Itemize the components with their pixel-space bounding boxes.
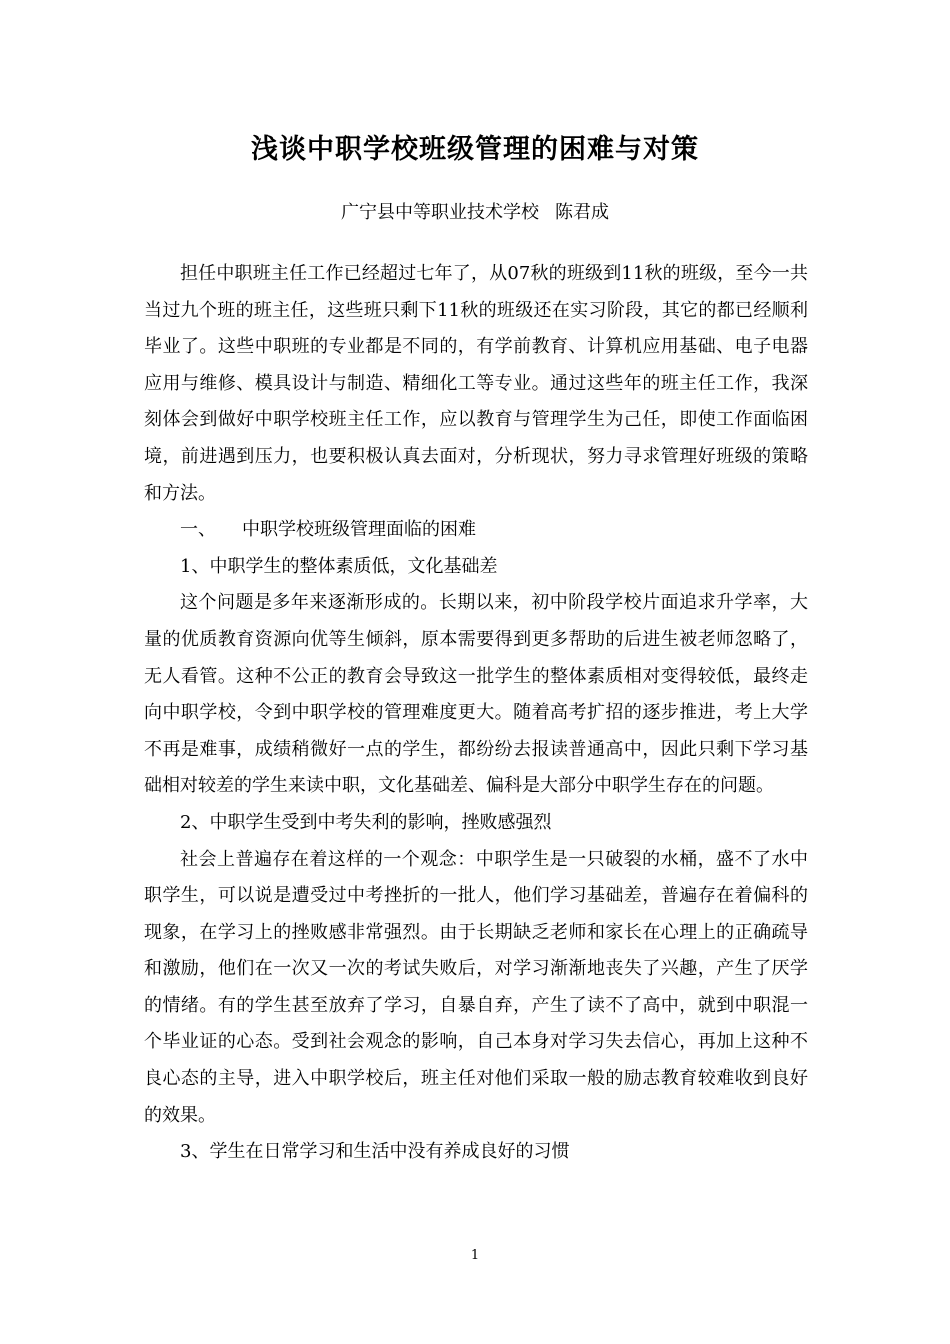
author-line bbox=[0, 198, 950, 228]
subsection-heading-1: 1、中职学生的整体素质低，文化基础差 bbox=[180, 555, 498, 577]
author-school: 广宁县中等职业技术学校 bbox=[341, 202, 539, 223]
subsection-heading-2: 2、中职学生受到中考失利的影响，挫败感强烈 bbox=[180, 811, 552, 833]
subsection-heading-3: 3、学生在日常学习和生活中没有养成良好的习惯 bbox=[180, 1141, 570, 1163]
section-number: 一、 bbox=[180, 519, 216, 541]
document-body bbox=[144, 256, 808, 1171]
subsection-paragraph-2: 社会上普遍存在着这样的一个观念：中职学生是一只破裂的水桶，盛不了水中职学生，可以说是遭受过中考挫折的一批人，他们学习基础差，普遍存在着偏科的现象，在学习上的挫败感非常强烈。由于长期缺乏老师和家长在心理上的正确疏导和激励，他们在一次又一次的考试失败后，对学习渐渐地丧失了兴趣，产生了厌学的情绪。有的学生甚至放弃了学习，自暴自弃，产生了读不了高中，就到中职混一个毕业证的心态。受到社会观念的影响，自己本身对学习失去信心，再加上这种不良心态的主导，进入中职学校后，班主任对他们采取一般的励志教育较难收到良好的效果。 bbox=[144, 848, 808, 1126]
page-number: 1 bbox=[470, 1248, 480, 1263]
section-heading-text: 中职学校班级管理面临的困难 bbox=[242, 519, 476, 541]
intro-paragraph: 担任中职班主任工作已经超过七年了，从07秋的班级到11秋的班级，至今一共当过九个班的班主任，这些班只剩下11秋的班级还在实习阶段，其它的都已经顺利毕业了。这些中职班的专业都是不同的，有学前教育、计算机应用基础、电子电器应用与维修、模具设计与制造、精细化工等专业。通过这些年的班主任工作，我深刻体会到做好中职学校班主任工作，应以教育与管理学生为己任，即使工作面临困境，前进遇到压力，也要积极认真去面对，分析现状，努力寻求管理好班级的策略和方法。 bbox=[144, 263, 808, 504]
author-name: 陈君成 bbox=[555, 202, 609, 223]
subsection-paragraph-1: 这个问题是多年来逐渐形成的。长期以来，初中阶段学校片面追求升学率，大量的优质教育资源向优等生倾斜，原本需要得到更多帮助的后进生被老师忽略了，无人看管。这种不公正的教育会导致这一批学生的整体素质相对变得较低，最终走向中职学校，令到中职学校的管理难度更大。随着高考扩招的逐步推进，考上大学不再是难事，成绩稍微好一点的学生，都纷纷去报读普通高中，因此只剩下学习基础相对较差的学生来读中职，文化基础差、偏科是大部分中职学生存在的问题。 bbox=[144, 592, 808, 797]
document-title: 浅谈中职学校班级管理的困难与对策 bbox=[251, 134, 699, 165]
section-heading bbox=[144, 512, 808, 549]
